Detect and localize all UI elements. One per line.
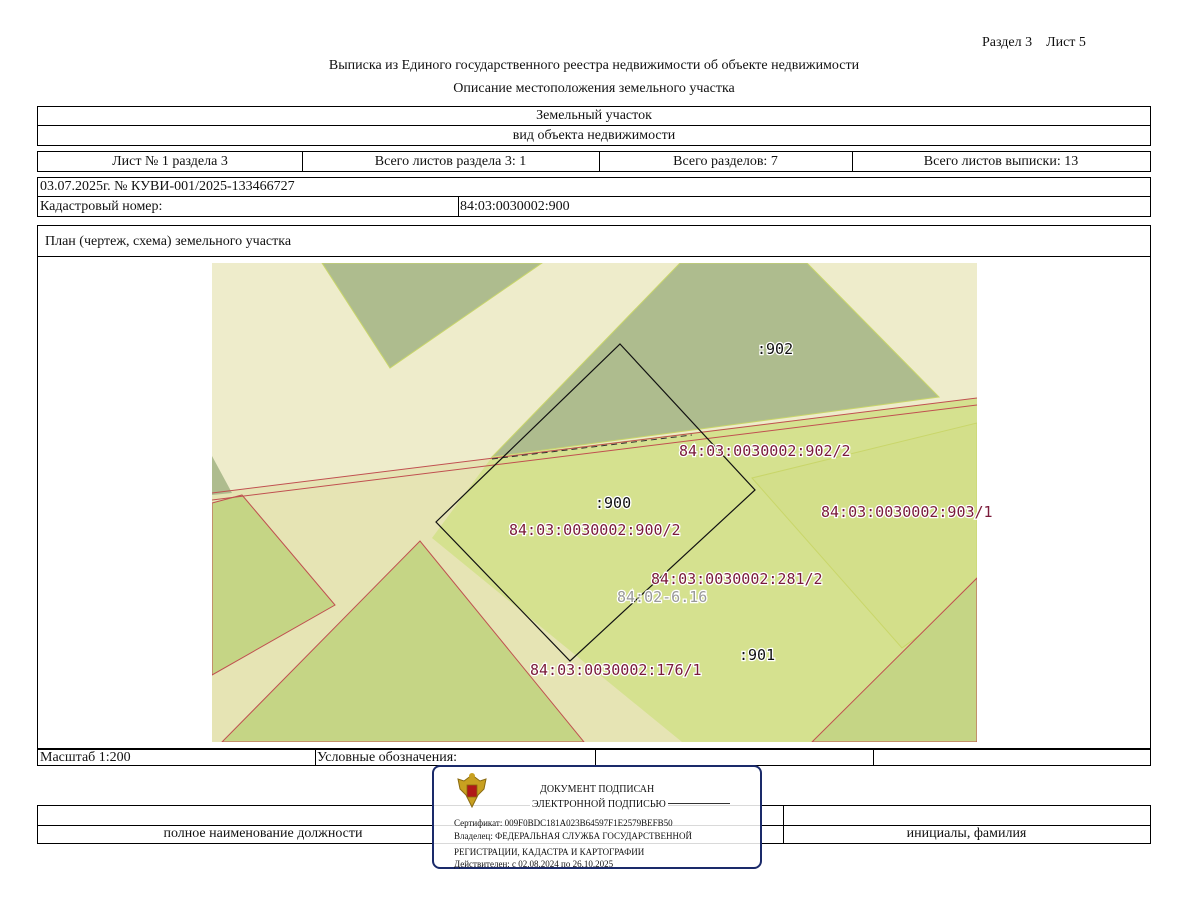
scale-row xyxy=(37,749,1151,766)
object-type-caption: вид объекта недвижимости xyxy=(512,127,676,143)
position-caption: полное наименование должности xyxy=(163,826,363,841)
total-extract-sheets: Всего листов выписки: 13 xyxy=(923,153,1079,169)
page-title: Выписка из Единого государственного реестра недвижимости об объекте недвижимости xyxy=(328,58,860,73)
record-date-number: 03.07.2025г. № КУВИ-001/2025-133466727 xyxy=(38,178,1150,197)
electronic-signature-stamp xyxy=(432,765,762,869)
total-section-sheets: Всего листов раздела 3: 1 xyxy=(374,153,527,169)
signature-line-2: ЭЛЕКТРОННОЙ ПОДПИСЬЮ xyxy=(532,799,666,810)
label-900: :900 xyxy=(595,494,632,512)
initials-caption: инициалы, фамилия xyxy=(906,826,1027,841)
record-box xyxy=(37,177,1151,217)
label-902-2: 84:03:0030002:902/2 xyxy=(679,442,851,460)
label-zone: 84:02-6.16 xyxy=(617,588,708,606)
label-900-2: 84:03:0030002:900/2 xyxy=(509,521,681,539)
plan-heading: План (чертеж, схема) земельного участка xyxy=(45,234,292,249)
signature-owner-2: РЕГИСТРАЦИИ, КАДАСТРА И КАРТОГРАФИИ xyxy=(454,847,645,857)
sheets-row xyxy=(37,151,1151,172)
cadastral-number-label: Кадастровый номер: xyxy=(40,198,163,214)
emblem-icon xyxy=(454,771,490,811)
signature-certificate: Сертификат: 009F0BDC181A023B64597F1E2579BEFB50 xyxy=(454,818,673,828)
label-176-1: 84:03:0030002:176/1 xyxy=(530,661,702,679)
signature-line-1: ДОКУМЕНТ ПОДПИСАН xyxy=(540,784,655,795)
object-type-box xyxy=(37,106,1151,146)
legend-label: Условные обозначения: xyxy=(317,749,458,765)
map-labels xyxy=(212,263,993,742)
cadastral-number-value: 84:03:0030002:900 xyxy=(460,198,570,214)
label-281-2: 84:03:0030002:281/2 xyxy=(651,570,823,588)
object-type-value: Земельный участок xyxy=(38,107,1150,126)
scale: Масштаб 1:200 xyxy=(40,749,131,765)
label-903: 84:03:0030002:903/1 xyxy=(821,503,993,521)
label-901: :901 xyxy=(739,646,776,664)
signature-validity: Действителен: с 02.08.2024 по 26.10.2025 xyxy=(454,859,614,869)
total-sections: Всего разделов: 7 xyxy=(673,153,778,169)
sheet-number: Лист № 1 раздела 3 xyxy=(112,153,228,169)
section-sheet-number: Раздел 3 Лист 5 xyxy=(982,35,1086,50)
page-subtitle: Описание местоположения земельного участка xyxy=(453,81,735,96)
label-902: :902 xyxy=(757,340,794,358)
signature-owner: Владелец: ФЕДЕРАЛЬНАЯ СЛУЖБА ГОСУДАРСТВЕННОЙ xyxy=(454,831,693,841)
